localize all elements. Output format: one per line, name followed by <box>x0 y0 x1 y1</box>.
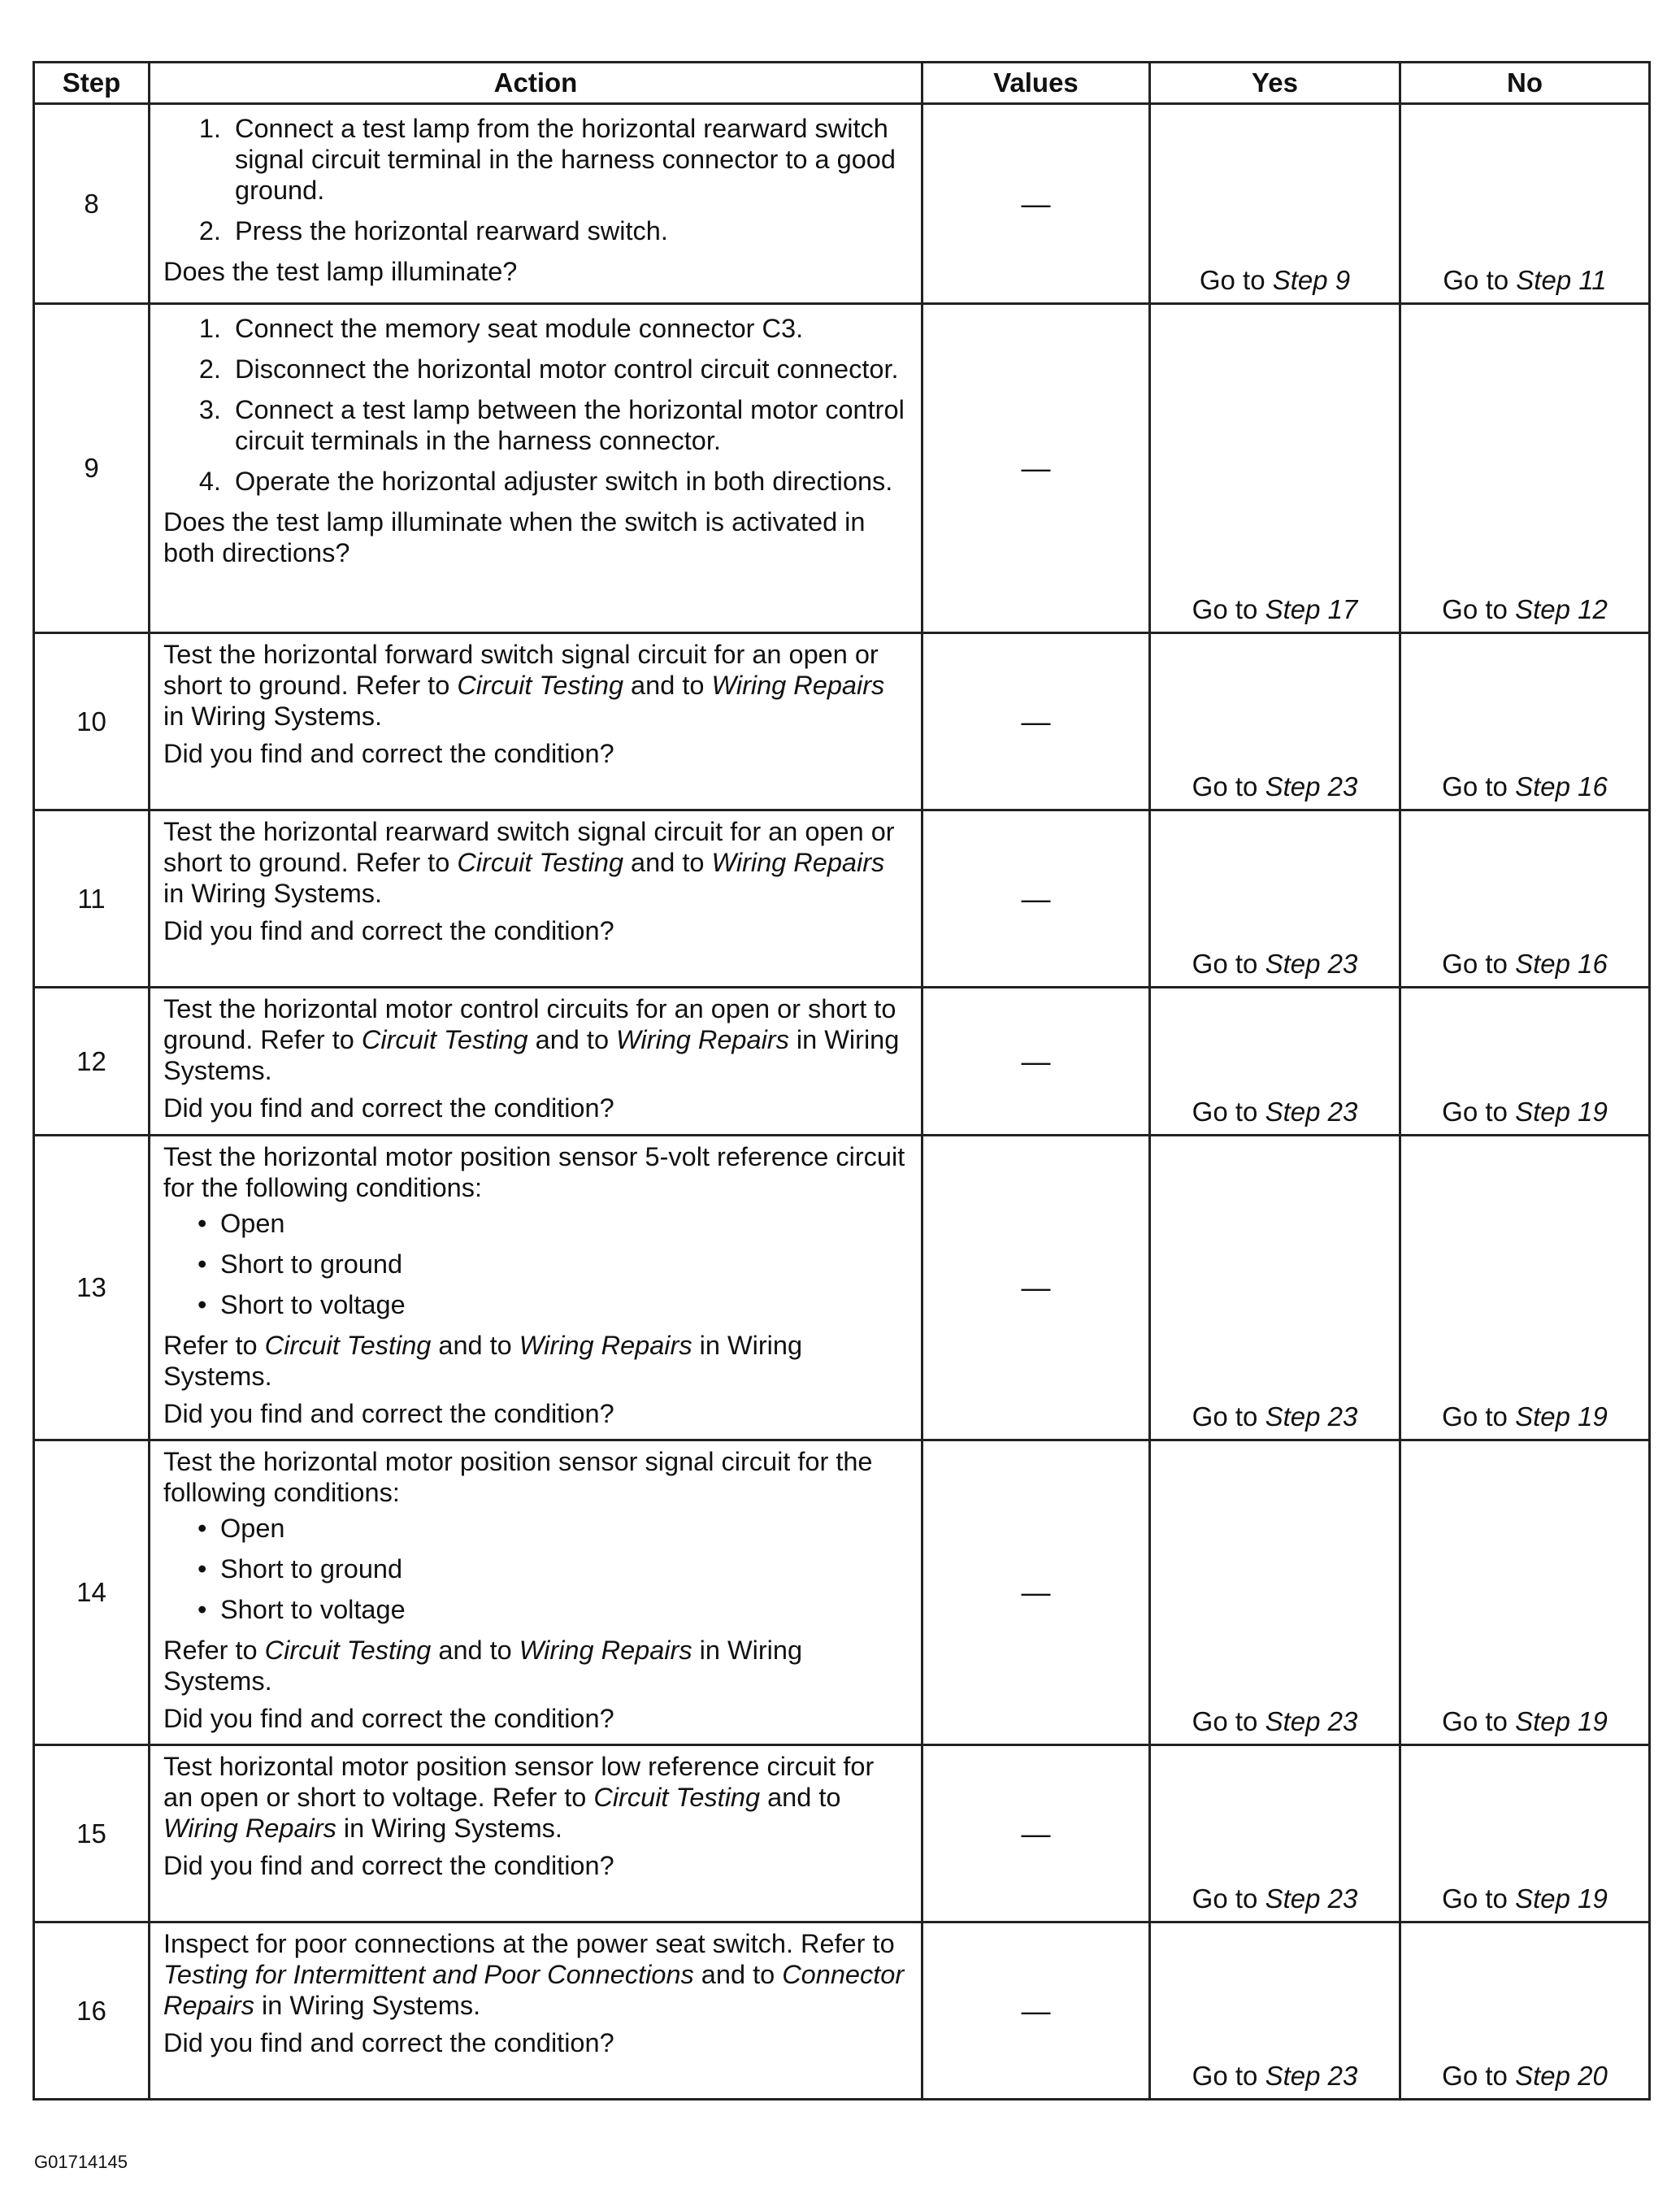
yes-cell <box>1150 810 1400 988</box>
reference-link: Wiring Repairs <box>711 848 885 877</box>
goto-prefix: Go to <box>1192 1883 1265 1914</box>
step-link: Step 23 <box>1265 1883 1358 1914</box>
step-link: Step 19 <box>1515 1097 1608 1127</box>
no-cell <box>1400 1440 1650 1745</box>
instruction-text <box>163 1751 909 1844</box>
list-item: • Short to ground <box>220 1553 909 1584</box>
step-link: Step 12 <box>1515 594 1608 624</box>
value-cell: — <box>922 633 1150 810</box>
list-item: 3. Connect a test lamp between the horizontal motor control circuit terminals in the harness connector. <box>228 394 909 456</box>
reference-text <box>163 1330 909 1392</box>
list-item: • Open <box>220 1208 909 1239</box>
question-text: Does the test lamp illuminate when the switch is activated in both directions? <box>163 507 866 567</box>
reference-link: Circuit Testing <box>361 1025 528 1054</box>
reference-link: Wiring Repairs <box>519 1331 692 1360</box>
action-cell <box>150 1922 922 2100</box>
step-number: 10 <box>34 633 150 810</box>
goto-prefix: Go to <box>1443 265 1517 295</box>
reference-link: Circuit Testing <box>264 1636 432 1665</box>
value-cell: — <box>922 1440 1150 1745</box>
goto-prefix: Go to <box>1192 771 1265 802</box>
no-cell <box>1400 988 1650 1136</box>
no-cell <box>1400 633 1650 810</box>
step-number: 11 <box>34 810 150 988</box>
value-cell: — <box>922 1922 1150 2100</box>
instruction-tail: in Wiring Systems. <box>163 702 383 731</box>
instruction-mid: and to <box>760 1783 841 1812</box>
step-number: 13 <box>34 1136 150 1440</box>
instruction-tail: in Wiring Systems. <box>163 1331 803 1391</box>
value-cell: — <box>922 104 1150 304</box>
goto-prefix: Go to <box>1442 1883 1516 1914</box>
header-no: No <box>1400 63 1650 104</box>
action-cell <box>150 633 922 810</box>
no-cell <box>1400 810 1650 988</box>
reference-link: Circuit Testing <box>457 848 624 877</box>
yes-cell <box>1150 304 1400 633</box>
value-cell: — <box>922 304 1150 633</box>
question-text: Does the test lamp illuminate? <box>163 257 518 286</box>
condition-list <box>163 1513 909 1625</box>
question-text: Did you find and correct the condition? <box>163 1851 614 1880</box>
instruction-intro: Test the horizontal rearward switch signal circuit for an open or short to ground. Refer to <box>163 817 895 877</box>
instruction-tail: in Wiring Systems. <box>254 1991 481 2020</box>
header-row <box>34 63 1650 104</box>
table-row <box>34 304 1650 633</box>
step-link: Step 19 <box>1515 1706 1608 1736</box>
no-cell <box>1400 1745 1650 1922</box>
reference-prefix: Refer to <box>163 1331 265 1360</box>
condition-list <box>163 1208 909 1320</box>
value-cell: — <box>922 988 1150 1136</box>
instruction-text <box>163 639 909 732</box>
instruction-text <box>163 993 909 1086</box>
instruction-tail: in Wiring Systems. <box>163 879 383 908</box>
value-cell: — <box>922 1745 1150 1922</box>
table-row <box>34 1745 1650 1922</box>
reference-link: Wiring Repairs <box>711 671 885 700</box>
table-row <box>34 104 1650 304</box>
step-link: Step 19 <box>1515 1401 1608 1432</box>
no-cell <box>1400 104 1650 304</box>
step-link: Step 23 <box>1265 949 1358 979</box>
instruction-mid: and to <box>693 1960 783 1989</box>
yes-cell <box>1150 1136 1400 1440</box>
no-cell <box>1400 1922 1650 2100</box>
action-cell <box>150 1136 922 1440</box>
action-cell <box>150 810 922 988</box>
goto-prefix: Go to <box>1192 2061 1265 2091</box>
goto-prefix: Go to <box>1442 771 1516 802</box>
list-item: 1. Connect a test lamp from the horizontal rearward switch signal circuit terminal in the harness connector to a good ground. <box>228 113 909 206</box>
step-link: Step 16 <box>1515 949 1608 979</box>
numbered-steps <box>163 113 909 246</box>
reference-link: Wiring Repairs <box>519 1636 692 1665</box>
table-row <box>34 810 1650 988</box>
numbered-steps <box>163 313 909 497</box>
goto-prefix: Go to <box>1192 949 1265 979</box>
step-number: 8 <box>34 104 150 304</box>
table-row <box>34 988 1650 1136</box>
instruction-tail: in Wiring Systems. <box>163 1636 803 1696</box>
question-text: Did you find and correct the condition? <box>163 1399 614 1428</box>
list-item: • Open <box>220 1513 909 1544</box>
action-cell <box>150 104 922 304</box>
figure-id: G01714145 <box>34 2152 128 2172</box>
reference-link: Circuit Testing <box>264 1331 432 1360</box>
reference-prefix: Refer to <box>163 1636 265 1665</box>
reference-link: Circuit Testing <box>593 1783 761 1812</box>
goto-prefix: Go to <box>1442 2061 1516 2091</box>
header-values: Values <box>922 63 1150 104</box>
goto-prefix: Go to <box>1442 594 1516 624</box>
step-link: Step 23 <box>1265 1097 1358 1127</box>
reference-link: Wiring Repairs <box>616 1025 789 1054</box>
goto-prefix: Go to <box>1442 949 1516 979</box>
instruction-text: Test the horizontal motor position sensor signal circuit for the following conditions: <box>163 1447 873 1507</box>
yes-cell <box>1150 1745 1400 1922</box>
table-row <box>34 1136 1650 1440</box>
instruction-mid: and to <box>431 1636 519 1665</box>
list-item: • Short to voltage <box>220 1594 909 1625</box>
question-text: Did you find and correct the condition? <box>163 739 614 768</box>
yes-cell <box>1150 1440 1400 1745</box>
instruction-text <box>163 816 909 909</box>
instruction-tail: in Wiring Systems. <box>163 1025 900 1085</box>
instruction-text <box>163 1928 909 2021</box>
step-link: Step 16 <box>1515 771 1608 802</box>
step-link: Step 19 <box>1515 1883 1608 1914</box>
instruction-intro: Test the horizontal motor control circuits for an open or short to ground. Refer to <box>163 994 896 1054</box>
no-cell <box>1400 1136 1650 1440</box>
action-cell <box>150 988 922 1136</box>
yes-cell <box>1150 988 1400 1136</box>
instruction-mid: and to <box>623 671 712 700</box>
action-cell <box>150 1440 922 1745</box>
table-row <box>34 633 1650 810</box>
instruction-intro: Inspect for poor connections at the power seat switch. Refer to <box>163 1929 895 1958</box>
reference-link: Connector Repairs <box>163 1960 905 2020</box>
goto-prefix: Go to <box>1199 265 1273 295</box>
value-cell: — <box>922 1136 1150 1440</box>
goto-prefix: Go to <box>1442 1097 1516 1127</box>
instruction-mid: and to <box>527 1025 617 1054</box>
goto-prefix: Go to <box>1192 1706 1265 1736</box>
step-link: Step 23 <box>1265 771 1358 802</box>
list-item: 1. Connect the memory seat module connector C3. <box>228 313 909 344</box>
instruction-mid: and to <box>623 848 712 877</box>
goto-prefix: Go to <box>1192 594 1265 624</box>
instruction-text: Test the horizontal motor position sensor 5-volt reference circuit for the following conditions: <box>163 1142 905 1202</box>
goto-prefix: Go to <box>1442 1401 1516 1432</box>
yes-cell <box>1150 104 1400 304</box>
yes-cell <box>1150 1922 1400 2100</box>
value-cell: — <box>922 810 1150 988</box>
step-number: 16 <box>34 1922 150 2100</box>
table-row <box>34 1440 1650 1745</box>
reference-link: Testing for Intermittent and Poor Connections <box>163 1960 694 1989</box>
question-text: Did you find and correct the condition? <box>163 1704 614 1733</box>
step-link: Step 23 <box>1265 1401 1358 1432</box>
step-number: 9 <box>34 304 150 633</box>
instruction-mid: and to <box>431 1331 519 1360</box>
list-item: 2. Press the horizontal rearward switch. <box>228 215 909 246</box>
step-number: 15 <box>34 1745 150 1922</box>
header-action: Action <box>150 63 922 104</box>
goto-prefix: Go to <box>1442 1706 1516 1736</box>
step-number: 14 <box>34 1440 150 1745</box>
step-link: Step 23 <box>1265 2061 1358 2091</box>
step-link: Step 17 <box>1265 594 1358 624</box>
goto-prefix: Go to <box>1192 1401 1265 1432</box>
table-row <box>34 1922 1650 2100</box>
list-item: 4. Operate the horizontal adjuster switch in both directions. <box>228 466 909 497</box>
action-cell <box>150 1745 922 1922</box>
yes-cell <box>1150 633 1400 810</box>
header-step: Step <box>34 63 150 104</box>
instruction-tail: in Wiring Systems. <box>336 1814 562 1843</box>
list-item: 2. Disconnect the horizontal motor control circuit connector. <box>228 354 909 384</box>
reference-text <box>163 1635 909 1697</box>
list-item: • Short to ground <box>220 1249 909 1279</box>
action-cell <box>150 304 922 633</box>
step-link: Step 11 <box>1516 265 1607 295</box>
list-item: • Short to voltage <box>220 1289 909 1320</box>
header-yes: Yes <box>1150 63 1400 104</box>
instruction-intro: Test the horizontal forward switch signal circuit for an open or short to ground. Refer to <box>163 640 879 700</box>
no-cell <box>1400 304 1650 633</box>
question-text: Did you find and correct the condition? <box>163 2028 614 2057</box>
step-link: Step 20 <box>1515 2061 1608 2091</box>
question-text: Did you find and correct the condition? <box>163 916 614 945</box>
diagnostic-table <box>33 61 1651 2101</box>
question-text: Did you find and correct the condition? <box>163 1093 614 1123</box>
step-link: Step 9 <box>1272 265 1351 295</box>
step-number: 12 <box>34 988 150 1136</box>
instruction-intro: Test horizontal motor position sensor low reference circuit for an open or short to voltage. Refer to <box>163 1752 875 1812</box>
reference-link: Circuit Testing <box>457 671 624 700</box>
goto-prefix: Go to <box>1192 1097 1265 1127</box>
reference-link: Wiring Repairs <box>163 1814 336 1843</box>
step-link: Step 23 <box>1265 1706 1358 1736</box>
